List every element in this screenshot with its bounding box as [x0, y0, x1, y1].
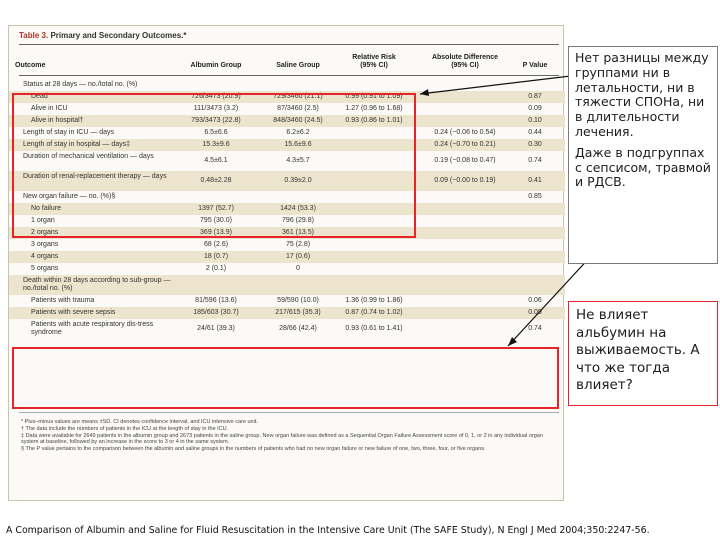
cell-saline: 1424 (53.3) [280, 205, 316, 212]
row-label: 5 organs [31, 265, 59, 272]
cell-albumin: 111/3473 (3.2) [193, 105, 239, 112]
row-label: Alive in hospital† [31, 117, 84, 124]
row-label: Duration of renal-replacement therapy — days [23, 173, 167, 180]
table-title-text: Primary and Secondary Outcomes.* [50, 31, 187, 40]
row-label: Patients with acute respiratory dis-tress syndrome [31, 321, 154, 336]
cell-saline: 0 [296, 265, 300, 272]
cell-saline: 17 (0.6) [285, 253, 311, 260]
footnote: † The data include the numbers of patients in the ICU at the length of stay in the ICU. [21, 425, 229, 432]
header-relative-risk-line1: Relative Risk [352, 54, 396, 61]
cell-albumin: 0.48±2.28 [200, 177, 232, 184]
source-caption: A Comparison of Albumin and Saline for Fluid Resuscitation in the Intensive Care Unit (The SAFE Study), N Engl J Med 2004;350:2247-56. [6, 525, 650, 536]
row-label: Alive in ICU [31, 105, 68, 112]
row-label: Length of stay in ICU — days [23, 129, 115, 136]
cell-saline: 848/3460 (24.5) [273, 117, 323, 124]
row-label: 2 organs [31, 229, 59, 236]
cell-saline: 15.6±9.6 [284, 141, 312, 148]
cell-relative-risk: 1.27 (0.96 to 1.68) [345, 105, 403, 112]
callout-paragraph-1: Нет разницы между группами ни в летальности, ни в тяжести СПОНа, ни в длительности лечения. [575, 50, 709, 139]
row-label: Duration of mechanical ventilation — days [23, 153, 154, 160]
cell-p-value: 0.41 [528, 177, 542, 184]
cell-saline: 0.39±2.0 [284, 177, 312, 184]
cell-saline: 59/590 (10.0) [277, 297, 319, 304]
cell-p-value: 0.44 [528, 129, 542, 136]
cell-albumin: 6.5±6.6 [204, 129, 228, 136]
row-label: New organ failure — no. (%)§ [23, 193, 116, 200]
cell-albumin: 185/603 (30.7) [193, 309, 239, 316]
cell-saline: 361 (13.5) [282, 229, 314, 236]
cell-saline: 87/3460 (2.5) [277, 105, 319, 112]
row-label: Dead [31, 93, 48, 100]
header-albumin: Albumin Group [190, 62, 242, 69]
cell-absolute-difference: 0.19 (−0.08 to 0.47) [434, 157, 496, 164]
cell-absolute-difference: 0.24 (−0.70 to 0.21) [434, 141, 496, 148]
cell-p-value: 0.85 [528, 193, 542, 200]
cell-p-value: 0.74 [528, 157, 542, 164]
row-label: No failure [31, 205, 61, 212]
cell-p-value: 0.06 [528, 297, 542, 304]
cell-relative-risk: 0.93 (0.61 to 1.41) [345, 325, 403, 332]
cell-p-value: 0.09 [528, 309, 542, 316]
cell-saline: 796 (29.8) [282, 217, 314, 224]
cell-albumin: 24/61 (39.3) [197, 325, 235, 332]
cell-albumin: 795 (30.0) [200, 217, 232, 224]
cell-albumin: 15.3±9.6 [202, 141, 230, 148]
row-label: Death within 28 days according to sub-group — no./total no. (%) [23, 277, 171, 292]
callout-no-difference [568, 46, 718, 264]
cell-saline: 28/66 (42.4) [279, 325, 317, 332]
cell-saline: 6.2±6.2 [286, 129, 310, 136]
footnote: ‡ Data were available for 2649 patients in the albumin group and 2673 patients in the saline group. New organ failure was defined as a Sequential Organ Failure Assessment score of 0, 1, or 2 in any individual organ system at baseline, followed by an increase in the score to 3 or 4 in the same system. [21, 432, 543, 445]
cell-relative-risk: 1.36 (0.99 to 1.86) [345, 297, 403, 304]
row-label: 4 organs [31, 253, 59, 260]
cell-absolute-difference: 0.09 (−0.00 to 0.19) [434, 177, 496, 184]
cell-albumin: 68 (2.6) [203, 241, 229, 248]
footnote: * Plus–minus values are means ±SD. CI denotes confidence interval, and ICU intensive care unit. [21, 419, 258, 425]
cell-relative-risk: 0.99 (0.91 to 1.09) [345, 93, 403, 100]
table-title-number: Table 3. [19, 31, 49, 40]
cell-albumin: 81/596 (13.6) [195, 297, 237, 304]
cell-relative-risk: 0.87 (0.74 to 1.02) [345, 309, 403, 316]
row-label: Length of stay in hospital — days‡ [23, 141, 131, 148]
cell-absolute-difference: 0.24 (−0.06 to 0.54) [434, 129, 496, 136]
row-label: Patients with trauma [31, 297, 95, 304]
row-label: 3 organs [31, 241, 59, 248]
cell-p-value: 0.30 [528, 141, 542, 148]
cell-albumin: 369 (13.9) [200, 229, 232, 236]
footnote: § The P value pertains to the comparison between the albumin and saline groups in the numbers of patients who had no new organ failure or new failure of one, two, three, four, or five organs. [21, 445, 486, 452]
cell-albumin: 726/3473 (20.9) [191, 93, 241, 100]
header-saline: Saline Group [276, 62, 320, 69]
row-label: Status at 28 days — no./total no. (%) [23, 81, 138, 88]
row-label: Patients with severe sepsis [31, 309, 116, 316]
header-p-value: P Value [522, 62, 548, 69]
header-absolute-difference-line2: (95% CI) [451, 62, 479, 69]
callout-question: Не влияет альбумин на выживаемость. А что же тогда влияет? [568, 301, 718, 406]
cell-albumin: 2 (0.1) [205, 265, 227, 272]
cell-p-value: 0.09 [528, 105, 542, 112]
cell-relative-risk: 0.93 (0.86 to 1.01) [345, 117, 403, 124]
cell-p-value: 0.10 [528, 117, 542, 124]
cell-p-value: 0.74 [528, 325, 542, 332]
callout-paragraph-2: Даже в подгруппах с сепсисом, травмой и РДСВ. [575, 144, 711, 190]
header-absolute-difference-line1: Absolute Difference [431, 54, 499, 61]
cell-albumin: 4.5±6.1 [204, 157, 228, 164]
header-relative-risk-line2: (95% CI) [360, 62, 388, 69]
cell-saline: 75 (2.8) [285, 241, 311, 248]
arrow-head-top [420, 89, 429, 96]
cell-albumin: 793/3473 (22.8) [191, 117, 241, 124]
cell-p-value: 0.87 [528, 93, 542, 100]
cell-saline: 729/3460 (21.1) [273, 93, 323, 100]
cell-saline: 4.3±5.7 [286, 157, 310, 164]
cell-saline: 217/615 (35.3) [275, 309, 321, 316]
row-label: 1 organ [31, 217, 55, 224]
cell-albumin: 1397 (52.7) [198, 205, 234, 212]
header-outcome: Outcome [15, 62, 46, 69]
cell-albumin: 18 (0.7) [203, 253, 229, 260]
